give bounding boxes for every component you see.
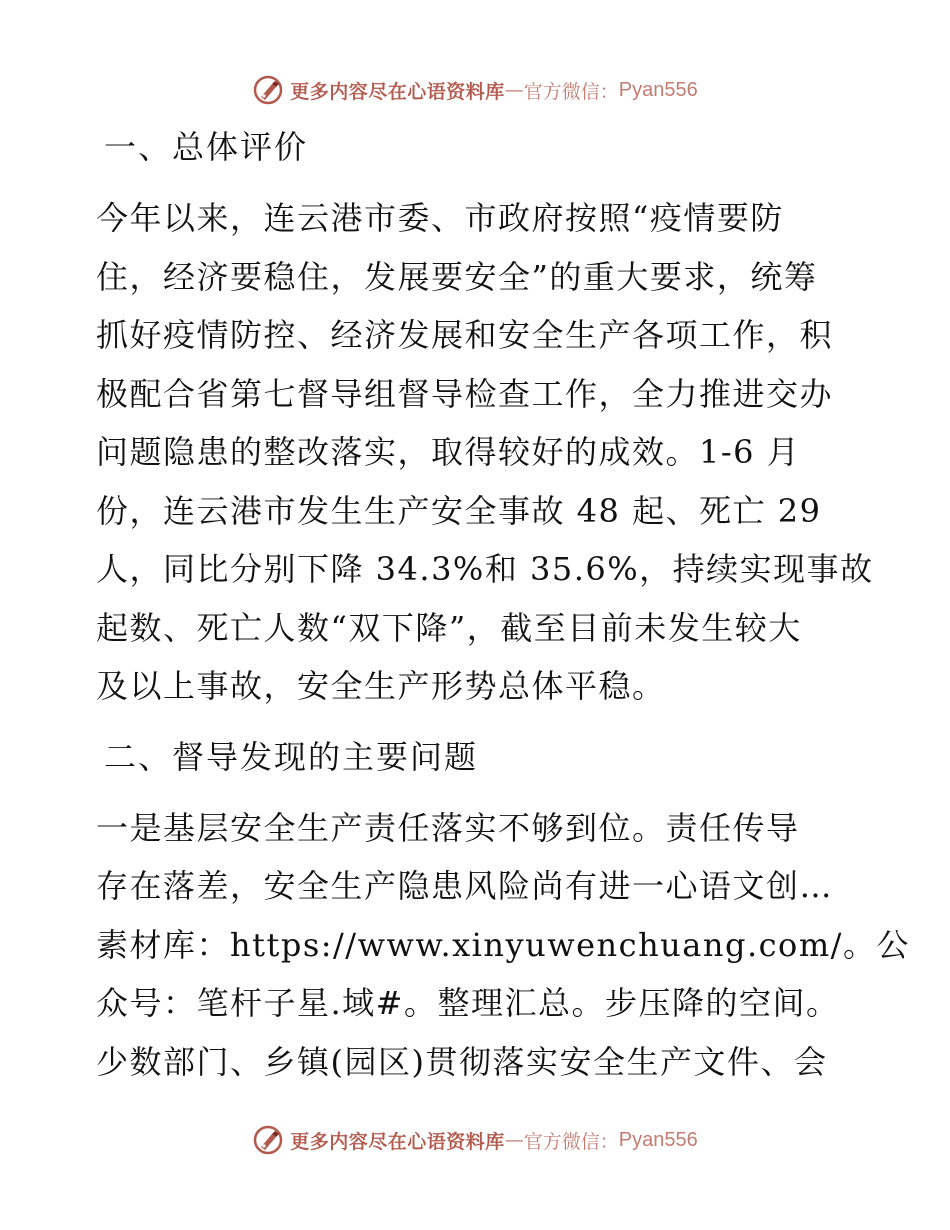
banner-wechat-label: 官方微信： <box>523 80 619 103</box>
banner-wechat-id: Pyan556 <box>618 1128 698 1151</box>
text-line: 极配合省第七督导组督导检查工作，全力推进交办 <box>96 374 834 413</box>
section-heading-overall-evaluation: 一、总体评价 <box>104 128 309 166</box>
text-line: 少数部门、乡镇(园区)贯彻落实安全生产文件、会 <box>96 1042 828 1081</box>
text-line: 一是基层安全生产责任落实不够到位。责任传导 <box>96 808 800 847</box>
pen-nib-logo-icon <box>252 1124 284 1156</box>
banner-wechat-label: 官方微信： <box>523 1130 619 1153</box>
text-line: 众号：笔杆子星.域#。整理汇总。步压降的空间。 <box>96 984 840 1022</box>
text-line: 份，连云港市发生生产安全事故 48 起、死亡 29 <box>96 491 822 530</box>
banner-wechat-id: Pyan556 <box>618 78 698 101</box>
text-line: 住，经济要稳住，发展要安全”的重大要求，统筹 <box>96 257 818 296</box>
pen-nib-logo-icon <box>252 74 284 106</box>
text-line: 及以上事故，安全生产形势总体平稳。 <box>96 667 666 705</box>
header-watermark-banner <box>0 70 950 110</box>
document-body <box>96 118 910 1091</box>
banner-site-text: 更多内容尽在心语资料库 <box>290 1130 505 1153</box>
text-line: 问题隐患的整改落实，取得较好的成效。1-6 月 <box>96 433 801 471</box>
text-line: 素材库：https://www.xinyuwenchuang.com/。公 <box>96 925 910 964</box>
banner-separator: — <box>504 1129 524 1151</box>
text-line: 人，同比分别下降 34.3%和 35.6%，持续实现事故 <box>96 550 874 588</box>
text-line: 起数、死亡人数“双下降”，截至目前未发生较大 <box>96 608 802 647</box>
banner-separator: — <box>504 79 524 101</box>
section-heading-main-problems: 二、督导发现的主要问题 <box>104 737 479 776</box>
text-line: 抓好疫情防控、经济发展和安全生产各项工作，积 <box>96 316 834 354</box>
section-paragraph-main-problems <box>96 799 910 1092</box>
text-line: 存在落差，安全生产隐患风险尚有进一心语文创… <box>96 867 834 905</box>
footer-watermark-banner <box>0 1120 950 1160</box>
banner-site-text: 更多内容尽在心语资料库 <box>290 80 505 103</box>
section-paragraph-overall-evaluation <box>96 189 874 716</box>
text-line: 今年以来，连云港市委、市政府按照“疫情要防 <box>96 199 784 237</box>
